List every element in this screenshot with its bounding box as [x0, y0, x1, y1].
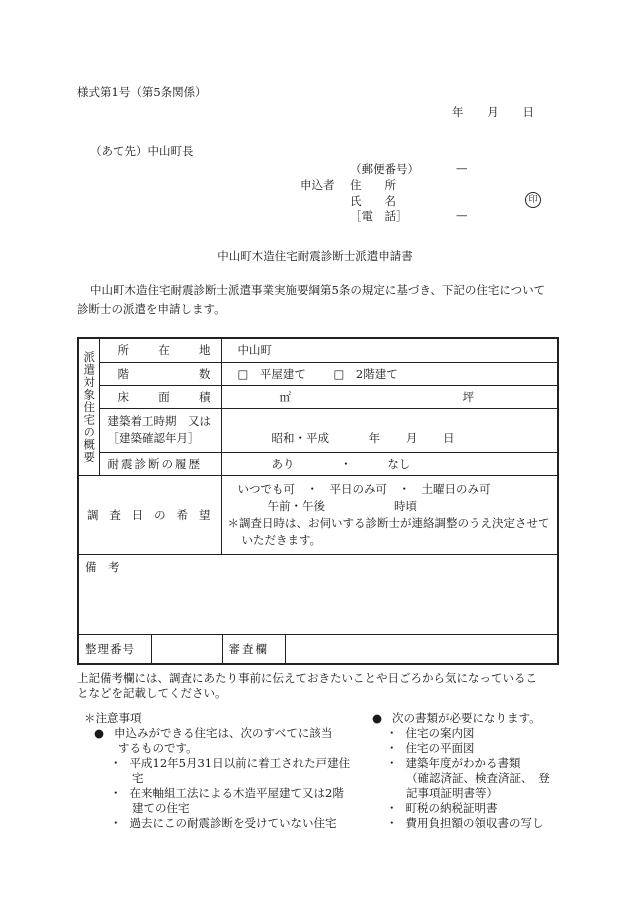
group-label: 派遣対象住宅の概要 — [78, 338, 99, 475]
survey-time[interactable]: 午前・午後 時頃 — [267, 498, 417, 513]
doc-item: 住宅の平面図 — [405, 741, 475, 755]
date-year: 年 — [452, 105, 464, 119]
phone-label: ［電 話］ — [350, 209, 408, 223]
intro-line-2: 診断士の派遣を申請します。 — [77, 302, 226, 316]
area-label: 床 面 積 — [99, 385, 221, 408]
date-day: 日 — [522, 105, 534, 119]
floors-option-1[interactable]: □ 平屋建て — [237, 366, 306, 381]
location-field[interactable] — [221, 338, 558, 362]
build-year: 年 — [368, 430, 381, 445]
caution-item: 過去にこの耐震診断を受けていない住宅 — [129, 816, 337, 830]
history-field[interactable] — [221, 452, 558, 475]
location-value: 中山町 — [237, 343, 272, 358]
floors-option-2[interactable]: □ 2階建て — [333, 366, 398, 381]
doc-item: 住宅の案内図 — [405, 726, 475, 740]
review-cell — [151, 634, 558, 664]
caution-item-cont: 宅 — [132, 771, 144, 785]
doc-item-cont: 記事項証明書等） — [406, 786, 498, 800]
caution-main-1: 申込みができる住宅は、次のすべてに該当 — [114, 726, 333, 740]
phone-dash: — — [456, 208, 468, 222]
bullet-icon: ● — [94, 726, 105, 740]
dot-icon: ・ — [386, 816, 398, 830]
build-day: 日 — [442, 430, 455, 445]
dot-icon: ・ — [110, 756, 122, 770]
name-label: 氏 名 — [350, 194, 396, 208]
document-title: 中山町木造住宅耐震診断士派遣申請書 — [217, 249, 413, 263]
caution-item-cont: 建ての住宅 — [132, 801, 190, 815]
doc-item-cont: （確認済証、検査済証、 登 — [406, 771, 550, 785]
caution-block — [84, 711, 350, 831]
area-field[interactable] — [221, 385, 558, 408]
postal-label: （郵便番号） — [350, 162, 419, 176]
build-date-label: 建築着工時期 又は ［建築確認年月］ — [99, 409, 221, 452]
caution-item: 在来軸組工法による木造平屋建て又は2階 — [129, 786, 344, 800]
survey-field[interactable] — [221, 475, 558, 554]
remarks-help: 上記備考欄には、調査にあたり事前に伝えておきたいことや日ごろから気になっているこ となどを記載してください。 — [77, 671, 537, 700]
history-label: 耐震診断の履歴 — [99, 452, 221, 475]
date-month: 月 — [487, 105, 499, 119]
caution-item: 平成12年5月31日以前に着工された戸建住 — [129, 756, 351, 770]
date-line — [452, 104, 534, 120]
dot-icon: ・ — [386, 756, 398, 770]
reg-no-cell — [78, 634, 151, 664]
bullet-icon: ● — [372, 711, 383, 725]
applicant-role: 申込者 — [300, 178, 335, 192]
address-label: 住 所 — [350, 178, 396, 192]
postal-dash: — — [456, 161, 468, 175]
remarks-field[interactable] — [78, 554, 558, 634]
history-dot: ・ — [340, 456, 352, 471]
remarks-label: 備 考 — [85, 559, 120, 574]
dot-icon: ・ — [110, 786, 122, 800]
survey-note-2: いただきます。 — [241, 532, 322, 547]
floors-label: 階 数 — [99, 362, 221, 385]
doc-item: 建築年度がわかる書類 — [405, 756, 521, 770]
dot-icon: ・ — [386, 726, 398, 740]
area-unit-sqm: ㎡ — [279, 390, 291, 405]
addressee: （あて先）中山町長 — [90, 144, 194, 158]
review-label: 審査欄 — [223, 635, 286, 663]
dot-icon: ・ — [386, 801, 398, 815]
location-label: 所 在 地 — [99, 338, 221, 362]
seal-mark: 印 — [525, 192, 541, 208]
intro-line-1: 中山町木造住宅耐震診断士派遣事業実施要綱第5条の規定に基づき、下記の住宅について — [90, 283, 546, 297]
review-value[interactable] — [286, 635, 558, 663]
reg-no-label: 整理番号 — [85, 641, 135, 656]
floors-field[interactable] — [221, 362, 558, 385]
history-yes[interactable]: あり — [271, 456, 295, 471]
reg-no-value[interactable] — [152, 635, 223, 663]
caution-main-2: するものです。 — [118, 741, 198, 755]
application-table — [77, 337, 559, 665]
dot-icon: ・ — [386, 741, 398, 755]
dot-icon: ・ — [110, 816, 122, 830]
history-no[interactable]: なし — [387, 456, 411, 471]
build-month: 月 — [405, 430, 418, 445]
survey-label: 調 査 日 の 希 望 — [78, 475, 221, 554]
survey-options[interactable]: いつでも可 ・ 平日のみ可 ・ 土曜日のみ可 — [237, 481, 491, 496]
survey-note-1: ＊調査日時は、お伺いする診断士が連絡調整のうえ決定させて — [227, 515, 550, 530]
build-era: 昭和・平成 — [271, 430, 329, 445]
docs-header: 次の書類が必要になります。 — [392, 711, 541, 725]
doc-item: 町税の納税証明書 — [405, 801, 498, 815]
caution-header: ＊注意事項 — [84, 711, 142, 725]
build-date-field[interactable] — [221, 409, 558, 452]
form-id: 様式第1号（第5条関係） — [77, 85, 207, 99]
doc-item: 費用負担額の領収書の写し — [405, 816, 544, 830]
area-unit-tsubo: 坪 — [462, 390, 475, 405]
documents-block — [372, 711, 550, 831]
